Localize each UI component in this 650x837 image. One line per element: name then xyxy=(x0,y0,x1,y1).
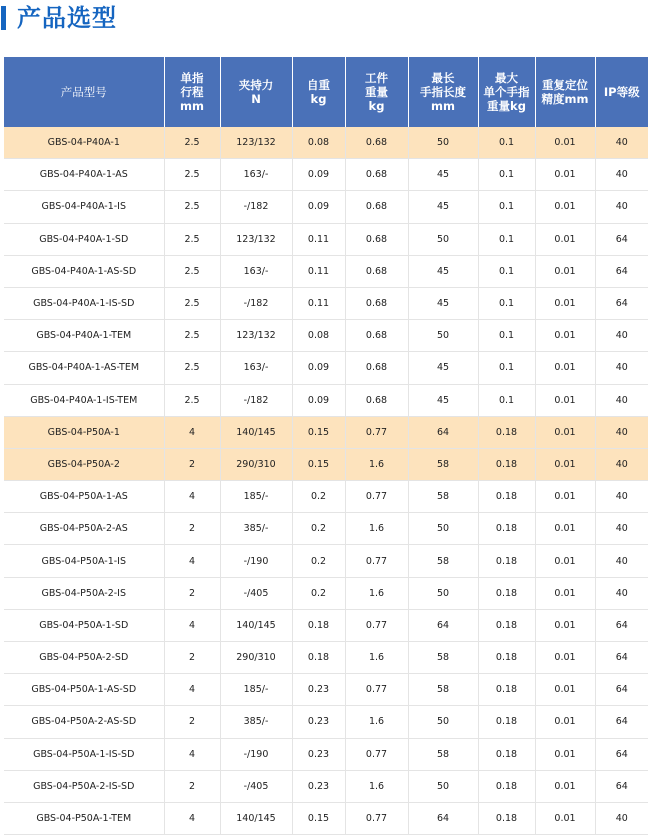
table-row xyxy=(4,642,648,674)
stroke-cell: 2 xyxy=(164,513,220,545)
self-weight-cell: 0.23 xyxy=(292,706,345,738)
workpiece-weight-cell: 0.77 xyxy=(345,545,408,577)
model-cell: GBS-04-P50A-2-IS xyxy=(4,577,164,609)
ip-rating-cell: 40 xyxy=(595,513,648,545)
header-line: 最长 xyxy=(431,71,455,85)
header-ip-rating xyxy=(595,57,648,127)
table-row xyxy=(4,770,648,802)
finger-weight-cell: 0.18 xyxy=(478,642,535,674)
finger-weight-cell: 0.1 xyxy=(478,287,535,319)
finger-weight-cell: 0.1 xyxy=(478,159,535,191)
stroke-cell: 4 xyxy=(164,802,220,834)
model-cell: GBS-04-P50A-1-AS-SD xyxy=(4,674,164,706)
table-row xyxy=(4,802,648,834)
workpiece-weight-cell: 0.68 xyxy=(345,255,408,287)
finger-length-cell: 64 xyxy=(408,416,478,448)
repeatability-cell: 0.01 xyxy=(535,416,595,448)
grip-force-cell: 163/- xyxy=(220,255,292,287)
self-weight-cell: 0.09 xyxy=(292,159,345,191)
ip-rating-cell: 40 xyxy=(595,481,648,513)
model-cell: GBS-04-P40A-1-SD xyxy=(4,223,164,255)
finger-weight-cell: 0.18 xyxy=(478,770,535,802)
repeatability-cell: 0.01 xyxy=(535,223,595,255)
self-weight-cell: 0.18 xyxy=(292,642,345,674)
finger-length-cell: 58 xyxy=(408,545,478,577)
header-line: 重复定位 xyxy=(542,78,588,92)
self-weight-cell: 0.11 xyxy=(292,287,345,319)
ip-rating-cell: 64 xyxy=(595,674,648,706)
stroke-cell: 2.5 xyxy=(164,352,220,384)
model-cell: GBS-04-P40A-1-TEM xyxy=(4,320,164,352)
finger-length-cell: 64 xyxy=(408,609,478,641)
finger-length-cell: 45 xyxy=(408,159,478,191)
repeatability-cell: 0.01 xyxy=(535,352,595,384)
stroke-cell: 4 xyxy=(164,609,220,641)
finger-length-cell: 50 xyxy=(408,706,478,738)
model-cell: GBS-04-P50A-1-SD xyxy=(4,609,164,641)
finger-weight-cell: 0.1 xyxy=(478,127,535,159)
grip-force-cell: -/405 xyxy=(220,577,292,609)
title-accent-bar xyxy=(1,6,6,30)
finger-length-cell: 64 xyxy=(408,802,478,834)
self-weight-cell: 0.23 xyxy=(292,674,345,706)
finger-weight-cell: 0.18 xyxy=(478,513,535,545)
table-row xyxy=(4,545,648,577)
table-row xyxy=(4,416,648,448)
repeatability-cell: 0.01 xyxy=(535,255,595,287)
stroke-cell: 2.5 xyxy=(164,320,220,352)
ip-rating-cell: 40 xyxy=(595,352,648,384)
repeatability-cell: 0.01 xyxy=(535,738,595,770)
header-line: mm xyxy=(180,99,204,113)
grip-force-cell: -/405 xyxy=(220,770,292,802)
ip-rating-cell: 64 xyxy=(595,738,648,770)
header-line: 产品型号 xyxy=(60,85,107,99)
self-weight-cell: 0.2 xyxy=(292,545,345,577)
grip-force-cell: -/190 xyxy=(220,545,292,577)
repeatability-cell: 0.01 xyxy=(535,609,595,641)
model-cell: GBS-04-P40A-1-AS-TEM xyxy=(4,352,164,384)
repeatability-cell: 0.01 xyxy=(535,513,595,545)
grip-force-cell: 290/310 xyxy=(220,448,292,480)
ip-rating-cell: 40 xyxy=(595,448,648,480)
grip-force-cell: -/182 xyxy=(220,287,292,319)
repeatability-cell: 0.01 xyxy=(535,320,595,352)
header-line: 工件 xyxy=(365,71,388,85)
repeatability-cell: 0.01 xyxy=(535,545,595,577)
repeatability-cell: 0.01 xyxy=(535,770,595,802)
table-row xyxy=(4,706,648,738)
ip-rating-cell: 40 xyxy=(595,384,648,416)
workpiece-weight-cell: 0.68 xyxy=(345,384,408,416)
model-cell: GBS-04-P40A-1-AS xyxy=(4,159,164,191)
ip-rating-cell: 64 xyxy=(595,642,648,674)
stroke-cell: 2 xyxy=(164,448,220,480)
finger-weight-cell: 0.18 xyxy=(478,706,535,738)
finger-length-cell: 50 xyxy=(408,513,478,545)
grip-force-cell: -/190 xyxy=(220,738,292,770)
header-line: 行程 xyxy=(180,85,204,99)
table-row xyxy=(4,384,648,416)
self-weight-cell: 0.11 xyxy=(292,255,345,287)
ip-rating-cell: 40 xyxy=(595,191,648,223)
model-cell: GBS-04-P50A-2-IS-SD xyxy=(4,770,164,802)
header-line: 单指 xyxy=(180,71,204,85)
self-weight-cell: 0.2 xyxy=(292,577,345,609)
finger-length-cell: 50 xyxy=(408,320,478,352)
grip-force-cell: 290/310 xyxy=(220,642,292,674)
table-row xyxy=(4,287,648,319)
finger-weight-cell: 0.18 xyxy=(478,609,535,641)
finger-weight-cell: 0.1 xyxy=(478,384,535,416)
finger-length-cell: 45 xyxy=(408,191,478,223)
self-weight-cell: 0.2 xyxy=(292,481,345,513)
workpiece-weight-cell: 1.6 xyxy=(345,513,408,545)
finger-length-cell: 50 xyxy=(408,223,478,255)
ip-rating-cell: 64 xyxy=(595,609,648,641)
grip-force-cell: 140/145 xyxy=(220,416,292,448)
header-line: 精度mm xyxy=(541,92,589,106)
grip-force-cell: 385/- xyxy=(220,706,292,738)
header-model xyxy=(4,57,164,127)
finger-weight-cell: 0.18 xyxy=(478,448,535,480)
repeatability-cell: 0.01 xyxy=(535,674,595,706)
table-row xyxy=(4,738,648,770)
workpiece-weight-cell: 0.77 xyxy=(345,609,408,641)
finger-weight-cell: 0.18 xyxy=(478,577,535,609)
ip-rating-cell: 40 xyxy=(595,127,648,159)
finger-length-cell: 58 xyxy=(408,448,478,480)
workpiece-weight-cell: 0.77 xyxy=(345,738,408,770)
header-stroke xyxy=(164,57,220,127)
stroke-cell: 2.5 xyxy=(164,255,220,287)
header-line: 手指长度 xyxy=(420,85,466,99)
workpiece-weight-cell: 1.6 xyxy=(345,770,408,802)
repeatability-cell: 0.01 xyxy=(535,448,595,480)
grip-force-cell: 385/- xyxy=(220,513,292,545)
workpiece-weight-cell: 0.68 xyxy=(345,127,408,159)
header-line: 重量kg xyxy=(487,99,526,113)
workpiece-weight-cell: 1.6 xyxy=(345,642,408,674)
self-weight-cell: 0.23 xyxy=(292,738,345,770)
repeatability-cell: 0.01 xyxy=(535,802,595,834)
model-cell: GBS-04-P50A-1-TEM xyxy=(4,802,164,834)
finger-length-cell: 58 xyxy=(408,738,478,770)
repeatability-cell: 0.01 xyxy=(535,384,595,416)
stroke-cell: 4 xyxy=(164,545,220,577)
self-weight-cell: 0.23 xyxy=(292,770,345,802)
finger-weight-cell: 0.18 xyxy=(478,545,535,577)
model-cell: GBS-04-P50A-1-AS xyxy=(4,481,164,513)
table-row xyxy=(4,191,648,223)
header-grip-force xyxy=(220,57,292,127)
table-row xyxy=(4,513,648,545)
repeatability-cell: 0.01 xyxy=(535,577,595,609)
table-row xyxy=(4,320,648,352)
ip-rating-cell: 40 xyxy=(595,320,648,352)
stroke-cell: 2.5 xyxy=(164,191,220,223)
ip-rating-cell: 64 xyxy=(595,223,648,255)
ip-rating-cell: 64 xyxy=(595,706,648,738)
repeatability-cell: 0.01 xyxy=(535,706,595,738)
model-cell: GBS-04-P50A-2-AS xyxy=(4,513,164,545)
grip-force-cell: -/182 xyxy=(220,191,292,223)
ip-rating-cell: 40 xyxy=(595,545,648,577)
stroke-cell: 2.5 xyxy=(164,287,220,319)
finger-weight-cell: 0.1 xyxy=(478,255,535,287)
self-weight-cell: 0.18 xyxy=(292,609,345,641)
model-cell: GBS-04-P50A-2 xyxy=(4,448,164,480)
table-row xyxy=(4,159,648,191)
model-cell: GBS-04-P50A-2-AS-SD xyxy=(4,706,164,738)
model-cell: GBS-04-P40A-1-IS-SD xyxy=(4,287,164,319)
workpiece-weight-cell: 1.6 xyxy=(345,577,408,609)
header-repeatability xyxy=(535,57,595,127)
table-row xyxy=(4,577,648,609)
model-cell: GBS-04-P50A-1 xyxy=(4,416,164,448)
self-weight-cell: 0.09 xyxy=(292,352,345,384)
repeatability-cell: 0.01 xyxy=(535,287,595,319)
repeatability-cell: 0.01 xyxy=(535,127,595,159)
header-finger-weight xyxy=(478,57,535,127)
self-weight-cell: 0.15 xyxy=(292,802,345,834)
finger-length-cell: 45 xyxy=(408,255,478,287)
ip-rating-cell: 40 xyxy=(595,159,648,191)
stroke-cell: 2 xyxy=(164,706,220,738)
grip-force-cell: 123/132 xyxy=(220,320,292,352)
stroke-cell: 2.5 xyxy=(164,223,220,255)
stroke-cell: 2 xyxy=(164,642,220,674)
grip-force-cell: -/182 xyxy=(220,384,292,416)
grip-force-cell: 140/145 xyxy=(220,802,292,834)
stroke-cell: 2.5 xyxy=(164,384,220,416)
workpiece-weight-cell: 0.68 xyxy=(345,159,408,191)
table-row xyxy=(4,127,648,159)
finger-length-cell: 45 xyxy=(408,352,478,384)
finger-weight-cell: 0.1 xyxy=(478,352,535,384)
header-line: N xyxy=(251,92,261,106)
stroke-cell: 2.5 xyxy=(164,159,220,191)
finger-length-cell: 58 xyxy=(408,481,478,513)
workpiece-weight-cell: 0.77 xyxy=(345,416,408,448)
finger-length-cell: 58 xyxy=(408,642,478,674)
finger-weight-cell: 0.1 xyxy=(478,223,535,255)
page-header xyxy=(0,0,650,56)
ip-rating-cell: 64 xyxy=(595,770,648,802)
model-cell: GBS-04-P50A-1-IS-SD xyxy=(4,738,164,770)
model-cell: GBS-04-P40A-1-AS-SD xyxy=(4,255,164,287)
workpiece-weight-cell: 0.68 xyxy=(345,352,408,384)
finger-weight-cell: 0.1 xyxy=(478,191,535,223)
workpiece-weight-cell: 0.68 xyxy=(345,320,408,352)
workpiece-weight-cell: 0.68 xyxy=(345,191,408,223)
finger-weight-cell: 0.18 xyxy=(478,416,535,448)
header-line: kg xyxy=(368,99,385,113)
repeatability-cell: 0.01 xyxy=(535,642,595,674)
grip-force-cell: 123/132 xyxy=(220,223,292,255)
header-line: 重量 xyxy=(365,85,388,99)
header-line: kg xyxy=(310,92,327,106)
self-weight-cell: 0.08 xyxy=(292,320,345,352)
self-weight-cell: 0.09 xyxy=(292,384,345,416)
table-row xyxy=(4,255,648,287)
table-header-row xyxy=(4,57,648,127)
finger-weight-cell: 0.18 xyxy=(478,738,535,770)
finger-length-cell: 58 xyxy=(408,674,478,706)
model-cell: GBS-04-P40A-1-IS-TEM xyxy=(4,384,164,416)
stroke-cell: 4 xyxy=(164,481,220,513)
finger-weight-cell: 0.1 xyxy=(478,320,535,352)
grip-force-cell: 163/- xyxy=(220,352,292,384)
finger-length-cell: 50 xyxy=(408,127,478,159)
header-line: mm xyxy=(431,99,455,113)
finger-length-cell: 50 xyxy=(408,577,478,609)
finger-weight-cell: 0.18 xyxy=(478,674,535,706)
table-row xyxy=(4,448,648,480)
stroke-cell: 2 xyxy=(164,577,220,609)
grip-force-cell: 163/- xyxy=(220,159,292,191)
finger-length-cell: 45 xyxy=(408,384,478,416)
header-line: 夹持力 xyxy=(238,78,274,92)
finger-weight-cell: 0.18 xyxy=(478,481,535,513)
self-weight-cell: 0.15 xyxy=(292,448,345,480)
grip-force-cell: 123/132 xyxy=(220,127,292,159)
table-row xyxy=(4,674,648,706)
ip-rating-cell: 64 xyxy=(595,255,648,287)
model-cell: GBS-04-P40A-1-IS xyxy=(4,191,164,223)
ip-rating-cell: 40 xyxy=(595,416,648,448)
workpiece-weight-cell: 1.6 xyxy=(345,706,408,738)
stroke-cell: 4 xyxy=(164,416,220,448)
ip-rating-cell: 40 xyxy=(595,577,648,609)
repeatability-cell: 0.01 xyxy=(535,191,595,223)
grip-force-cell: 185/- xyxy=(220,674,292,706)
finger-weight-cell: 0.18 xyxy=(478,802,535,834)
header-line: 最大 xyxy=(495,71,518,85)
header-line: 单个手指 xyxy=(483,85,530,99)
model-cell: GBS-04-P40A-1 xyxy=(4,127,164,159)
ip-rating-cell: 64 xyxy=(595,287,648,319)
ip-rating-cell: 40 xyxy=(595,802,648,834)
header-finger-length xyxy=(408,57,478,127)
product-selection-table xyxy=(4,57,648,835)
self-weight-cell: 0.08 xyxy=(292,127,345,159)
repeatability-cell: 0.01 xyxy=(535,481,595,513)
table-row xyxy=(4,223,648,255)
finger-length-cell: 45 xyxy=(408,287,478,319)
self-weight-cell: 0.09 xyxy=(292,191,345,223)
workpiece-weight-cell: 1.6 xyxy=(345,448,408,480)
self-weight-cell: 0.15 xyxy=(292,416,345,448)
workpiece-weight-cell: 0.77 xyxy=(345,802,408,834)
table-row xyxy=(4,481,648,513)
stroke-cell: 2.5 xyxy=(164,127,220,159)
workpiece-weight-cell: 0.68 xyxy=(345,287,408,319)
self-weight-cell: 0.2 xyxy=(292,513,345,545)
model-cell: GBS-04-P50A-2-SD xyxy=(4,642,164,674)
table-row xyxy=(4,352,648,384)
header-line: 自重 xyxy=(307,78,330,92)
page-title: 产品选型 xyxy=(17,4,117,32)
self-weight-cell: 0.11 xyxy=(292,223,345,255)
stroke-cell: 4 xyxy=(164,738,220,770)
grip-force-cell: 140/145 xyxy=(220,609,292,641)
table-row xyxy=(4,609,648,641)
stroke-cell: 4 xyxy=(164,674,220,706)
header-self-weight xyxy=(292,57,345,127)
table-body xyxy=(4,127,648,835)
finger-length-cell: 50 xyxy=(408,770,478,802)
stroke-cell: 2 xyxy=(164,770,220,802)
model-cell: GBS-04-P50A-1-IS xyxy=(4,545,164,577)
repeatability-cell: 0.01 xyxy=(535,159,595,191)
grip-force-cell: 185/- xyxy=(220,481,292,513)
header-workpiece-weight xyxy=(345,57,408,127)
header-line: IP等级 xyxy=(603,85,640,99)
workpiece-weight-cell: 0.77 xyxy=(345,481,408,513)
workpiece-weight-cell: 0.68 xyxy=(345,223,408,255)
workpiece-weight-cell: 0.77 xyxy=(345,674,408,706)
